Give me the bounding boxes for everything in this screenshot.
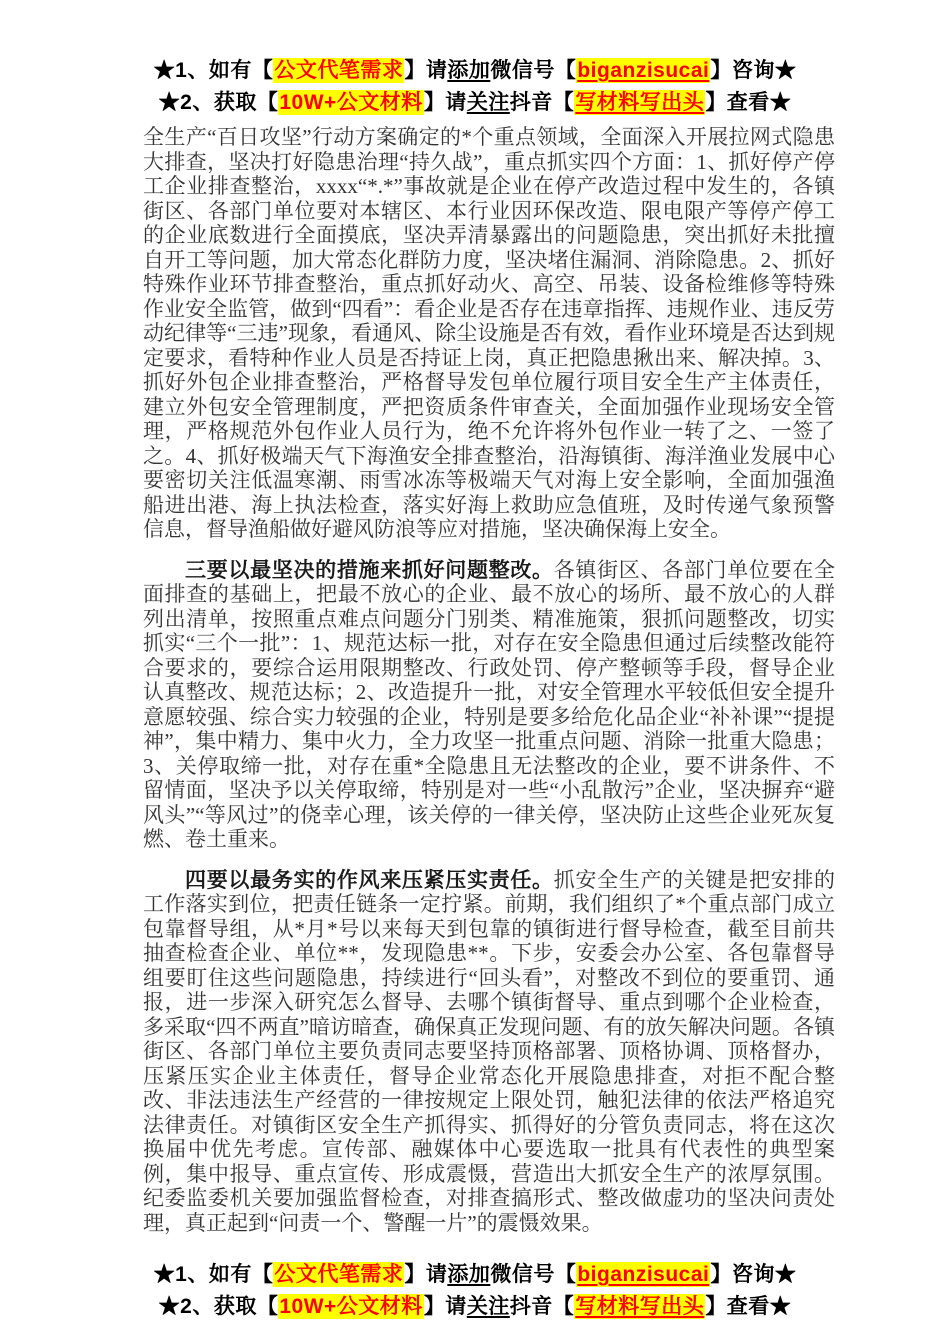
promo-text: 】请 [423,91,467,114]
paragraph-continuation [143,125,835,542]
promo-text: 抖音【 [509,1295,575,1318]
promo-line-1 [0,1259,950,1291]
promo-highlight-materials: 10W+公文材料 [279,91,423,114]
paragraph-text: 抓安全生产的关键是把安排的工作落实到位，把责任链条一定拧紧。前期，我们组织了*个重点部门成立包靠督导组，从*月*号以来每天到包靠的镇街进行督导检查，截至目前共抽查检查企业、单位**，发现隐患**。下步，安委会办公室、各包靠督导组要盯住这些问题隐患，持续进行“回头看”，对整改不到位的要重罚、通报，进一步深入研究怎么督导、去哪个镇街督导、重点到哪个企业检查，多采取“四不两直”暗访暗查，确保真正发现问题、有的放矢解决问题。各镇街区、各部门单位主要负责同志要坚持顶格部署、顶格协调、顶格督办，压紧压实企业主体责任，督导企业常态化开展隐患排查，对拒不配合整改、非法违法生产经营的一律按规定上限处罚，触犯法律的依法严格追究法律责任。对镇街区安全生产抓得实、抓得好的分管负责同志，将在这次换届中优先考虑。宣传部、融媒体中心要选取一批具有代表性的典型案例，集中报导、重点宣传、形成震慑，营造出大抓安全生产的浓厚氛围。纪委监委机关要加强监督检查，对排查搞形式、整改做虚功的坚决问责处理，真正起到“问责一个、警醒一片”的震慑效果。 [143,867,836,1235]
paragraph-third-point [143,558,835,852]
promo-text: 】请 [404,1263,448,1286]
promo-highlight-materials: 10W+公文材料 [279,1295,423,1318]
paragraph-text: 各镇街区、各部门单位要在全面排查的基础上，把最不放心的企业、最不放心的场所、最不放心的人群列出清单，按照重点难点问题分门别类、精准施策，狠抓问题整改，切实抓实“三个一批”：1、规范达标一批，对存在安全隐患但通过后续整改能符合要求的，要综合运用限期整改、行政处罚、停产整顿等手段，督导企业认真整改、规范达标；2、改造提升一批，对安全管理水平较低但安全提升意愿较强、综合实力较强的企业，特别是要多给危化品企业“补补课”“提提神”，集中精力、集中火力，全力攻坚一批重点问题、消除一批重大隐患；3、关停取缔一批，对存在重*全隐患且无法整改的企业，要不讲条件、不留情面，坚决予以关停取缔，特别是对一些“小乱散污”企业，坚决摒弃“避风头”“等风过”的侥幸心理，该关停的一律关停，坚决防止这些企业死灰复燃、卷土重来。 [143,557,836,851]
promo-banner-bottom [0,1259,950,1323]
promo-line-2 [0,87,950,119]
douyin-id: 写材料写出头 [575,1295,705,1318]
promo-text: 抖音【 [509,91,575,114]
promo-text: ★1、如有【 [153,1263,274,1286]
wechat-id: biganzisucai [577,1263,710,1286]
paragraph-lead: 四要以最务实的作风来压紧压实责任。 [185,867,554,892]
promo-text: 微信号【 [490,59,577,82]
promo-text: 】请 [423,1295,467,1318]
promo-underline-follow: 关注 [466,91,510,114]
promo-underline-follow: 关注 [466,1295,510,1318]
paragraph-fourth-point [143,868,835,1236]
promo-highlight-service: 公文代笔需求 [274,59,404,82]
douyin-id: 写材料写出头 [575,91,705,114]
promo-text: ★2、获取【 [158,1295,279,1318]
promo-text: 】查看★ [705,1295,792,1318]
promo-text: ★1、如有【 [153,59,274,82]
wechat-id: biganzisucai [577,59,710,82]
paragraph-lead: 三要以最坚决的措施来抓好问题整改。 [185,557,554,582]
promo-text: 】咨询★ [710,59,797,82]
promo-text: 微信号【 [490,1263,577,1286]
promo-underline-add: 添加 [447,1263,491,1286]
promo-text: 】请 [404,59,448,82]
promo-line-1 [0,55,950,87]
document-body [143,125,835,1235]
promo-text: 】咨询★ [710,1263,797,1286]
promo-underline-add: 添加 [447,59,491,82]
promo-banner-top [0,0,950,119]
promo-text: ★2、获取【 [158,91,279,114]
promo-line-2 [0,1291,950,1323]
paragraph-text: 全生产“百日攻坚”行动方案确定的*个重点领域，全面深入开展拉网式隐患大排查，坚决打好隐患治理“持久战”，重点抓实四个方面：1、抓好停产停工企业排查整治，xxxx“*.*”事故就是企业在停产改造过程中发生的，各镇街区、各部门单位要对本辖区、本行业因环保改造、限电限产等停产停工的企业底数进行全面摸底，坚决弄清暴露出的问题隐患，突出抓好未批擅自开工等问题，加大常态化群防力度，坚决堵住漏洞、消除隐患。2、抓好特殊作业环节排查整治，重点抓好动火、高空、吊装、设备检维修等特殊作业安全监管，做到“四看”：看企业是否存在违章指挥、违规作业、违反劳动纪律等“三违”现象，看通风、除尘设施是否有效，看作业环境是否达到规定要求，看特种作业人员是否持证上岗，真正把隐患揪出来、解决掉。3、抓好外包企业排查整治，严格督导发包单位履行项目安全生产主体责任，建立外包安全管理制度，严把资质条件审查关，全面加强作业现场安全管理，严格规范外包作业人员行为，绝不允许将外包作业一转了之、一签了之。4、抓好极端天气下海渔安全排查整治，沿海镇街、海洋渔业发展中心要密切关注低温寒潮、雨雪冰冻等极端天气对海上安全影响，全面加强渔船进出港、海上执法检查，落实好海上救助应急值班，及时传递气象预警信息，督导渔船做好避风防浪等应对措施，坚决确保海上安全。 [143,125,835,541]
promo-highlight-service: 公文代笔需求 [274,1263,404,1286]
promo-text: 】查看★ [705,91,792,114]
